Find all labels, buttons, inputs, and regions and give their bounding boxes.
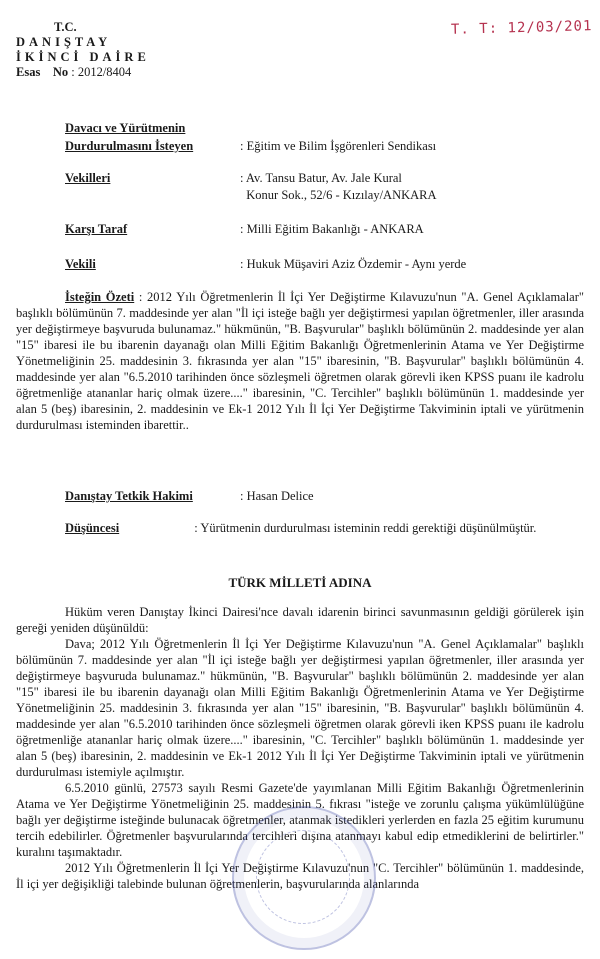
istegin-ozeti-section <box>16 289 584 433</box>
body-paragraph: Dava; 2012 Yılı Öğretmenlerin İl İçi Yer Değiştirme Kılavuzu'nun "A. Genel Açıklamalar" başlıklı bölümünün 7. maddesinde yer alan "İl içi isteğe bağlı yer değiştirmesi yapılan öğretmenler, iller arasında yer değiştirmeye başvuruda bulunamaz." hükmünün, "B. Başvurular" başlıklı bölümünün 2. maddesinde yer alan "15" ibaresi ile bu ibarenin dayanağı olan Milli Eğitim Bakanlığı Öğretmenlerinin Atama ve Yer Değiştirme Yönetmeliğinin 25. maddesinin 3. fıkrasında yer alan "15" ibaresinin, "B. Başvurular" başlıklı bölümünün 4. maddesinde yer alan "6.5.2010 tarihinden önce sözleşmeli öğretmen olarak görevli iken KPSS puanı ile kadrolu öğretmenliğe atananlar hariç olmak üzere...." ibaresinin, "C. Tercihler" başlıklı bölümünün 1. maddesinde yer alan 5 (beş) ibaresinin, 2. maddesinin ve Ek-1 2012 Yılı İl İçi Yer Değiştirme Takviminin iptali ve yürütmenin durdurulması istemiyle açılmıştır. <box>16 637 584 779</box>
party-label: Vekilleri <box>65 171 111 185</box>
body-paragraph: 2012 Yılı Öğretmenlerin İl İçi Yer Değiştirme Kılavuzu'nun "C. Tercihler" bölümünün 1. maddesinde, İl içi yer değişikliği talebinde bulunan öğretmenlerin, başvurularında alanlarında <box>16 861 584 891</box>
handwritten-date: T. T: 12/03/201 <box>450 18 593 38</box>
party-value: Konur Sok., 52/6 - Kızılay/ANKARA <box>240 188 437 202</box>
header-esas <box>16 65 150 80</box>
body-paragraph: 6.5.2010 günlü, 27573 sayılı Resmi Gazete'de yayımlanan Milli Eğitim Bakanlığı Öğretmenlerinin Atama ve Yer Değiştirme Yönetmeliğinin 25. maddesinin 5. fıkrası "isteğe ve zorunlu çalışma yükümlülüğüne bağlı yer değiştirme isteğinde bulunacak öğretmenler, atanmak istedikleri yerlerden en fazla 25 eğitim kurumunu tercih edebilirler. Öğretmenler başvurularında tercihleri dışına atanmayı kabul edip etmediklerini de belirtirler." kuralını taşımaktadır. <box>16 781 584 859</box>
section-title: TÜRK MİLLETİ ADINA <box>228 575 372 590</box>
party-label: Davacı ve Yürütmenin <box>65 121 186 135</box>
esas-label: Esas <box>16 65 41 79</box>
document-header <box>16 20 150 80</box>
istegin-ozeti-text: : 2012 Yılı Öğretmenlerin İl İçi Yer Değiştirme Kılavuzu'nun "A. Genel Açıklamalar" başlıklı bölümünün 7. maddesinde yer alan "İl içi isteğe bağlı yer değiştirmesi yapılan öğretmenler, iller arasında yer değiştirmeye başvuruda bulunamaz." hükmünün, "B. Başvurular" başlıklı bölümünün 2. maddesinde yer alan "15" ibaresi ile bu ibarenin dayanağı olan Milli Eğitim Bakanlığı Öğretmenlerinin Atama ve Yer Değiştirme Yönetmeliğinin 25. maddesinin 3. fıkrasında yer alan "15" ibaresinin, "B. Başvurular" başlıklı bölümünün 4. maddesinde yer alan "6.5.2010 tarihinden önce sözleşmeli öğretmen olarak görevli iken KPSS puanı ile kadrolu öğretmenliğe atananlar hariç olmak üzere...." ibaresinin, "C. Tercihler" başlıklı bölümünün 1. maddesinde yer alan 5 (beş) ibaresinin, 2. maddesinin ve Ek-1 2012 Yılı İl İçi Yer Değiştirme Takviminin iptali ve yürütmenin durdurulması isteminden ibarettir.. <box>16 290 585 432</box>
istegin-ozeti-label: İsteğin Özeti <box>65 290 135 304</box>
party-value: : Eğitim ve Bilim İşgörenleri Sendikası <box>240 139 437 153</box>
party-label: Durdurulmasını İsteyen <box>65 139 194 153</box>
esas-no-label: No <box>52 65 69 79</box>
dusuncesi-label: Düşüncesi <box>65 521 120 535</box>
header-chamber: İKİNCİ DAİRE <box>16 50 150 64</box>
esas-value: : 2012/8404 <box>71 65 132 79</box>
party-value: : Av. Tansu Batur, Av. Jale Kural <box>240 171 402 185</box>
dusuncesi-section <box>16 520 584 536</box>
body-paragraph: Hüküm veren Danıştay İkinci Dairesi'nce davalı idarenin birinci savunmasının geldiği görülerek işin gereği yeniden düşünüldü: <box>16 605 584 635</box>
header-tc: T.C. <box>54 20 77 34</box>
party-value: : Milli Eğitim Bakanlığı - ANKARA <box>240 222 424 236</box>
decision-body <box>16 604 584 892</box>
party-label: Karşı Taraf <box>65 222 128 236</box>
header-court: DANIŞTAY <box>16 35 112 49</box>
dusuncesi-text: : Yürütmenin durdurulması isteminin reddi gerektiği düşünülmüştür. <box>194 521 537 535</box>
party-label: Vekili <box>65 257 96 271</box>
tetkik-value: : Hasan Delice <box>240 489 314 503</box>
tetkik-label: Danıştay Tetkik Hakimi <box>65 489 193 503</box>
party-value: : Hukuk Müşaviri Aziz Özdemir - Aynı yerde <box>240 257 467 271</box>
